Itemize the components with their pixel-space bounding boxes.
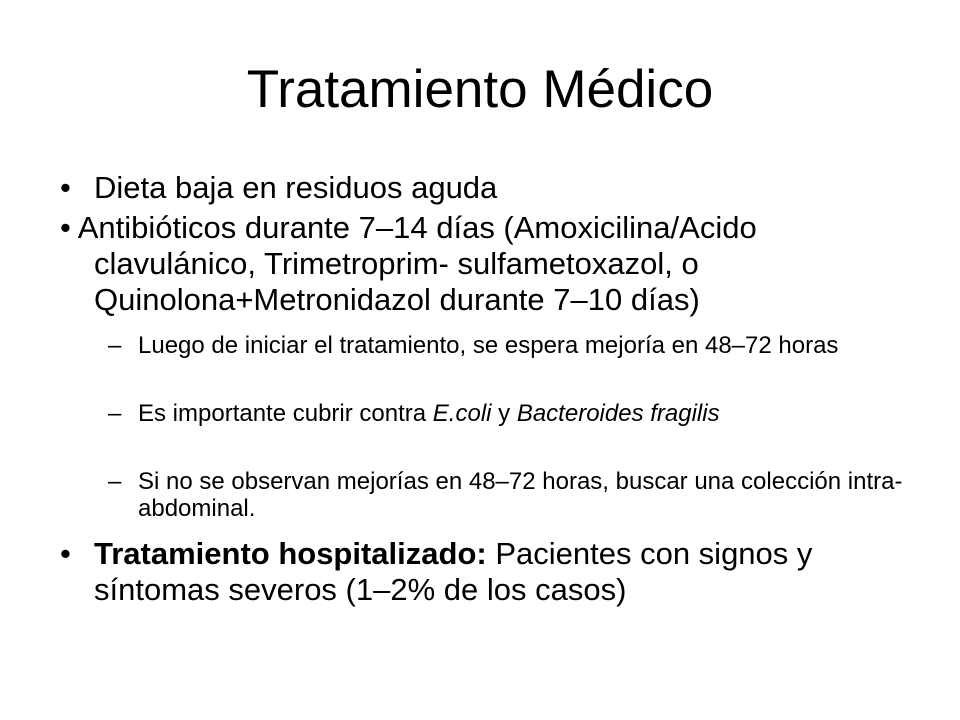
bullet-hospital-text <box>94 536 944 608</box>
bullet-antibiotics-line1: • Antibióticos durante 7–14 días (Amoxicilina/Acido <box>60 210 757 245</box>
organism-bacteroides: Bacteroides fragilis <box>516 400 720 427</box>
subbullet-improvement-text: Luego de iniciar el tratamiento, se espera mejoría en 48–72 horas <box>138 332 839 359</box>
bullet-marker: • <box>60 536 71 571</box>
bullet-antibiotics-line2: clavulánico, Trimetroprim- sulfametoxazol, o <box>94 246 699 281</box>
subbullet-coverage-text <box>138 400 918 427</box>
hospital-description: Pacientes con signos y síntomas severos (1–2% de los casos) <box>94 536 813 607</box>
bullet-diet-text: Dieta baja en residuos aguda <box>94 170 498 205</box>
bullet-marker: • <box>60 170 71 205</box>
dash-marker: – <box>108 400 122 427</box>
bullet-antibiotics-line3: Quinolona+Metronidazol durante 7–10 días) <box>94 282 700 317</box>
bullet-antibiotics <box>60 210 940 318</box>
subbullet-no-improvement-text: Si no se observan mejorías en 48–72 horas, buscar una colección intra-abdominal. <box>138 468 903 522</box>
hospital-heading: Tratamiento hospitalizado: <box>94 536 487 571</box>
coverage-middle: y <box>491 400 517 427</box>
coverage-prefix: Es importante cubrir contra <box>138 400 433 427</box>
dash-marker: – <box>108 332 122 359</box>
dash-marker: – <box>108 468 122 495</box>
slide-title: Tratamiento Médico <box>246 60 714 119</box>
organism-ecoli: E.coli <box>432 400 492 427</box>
